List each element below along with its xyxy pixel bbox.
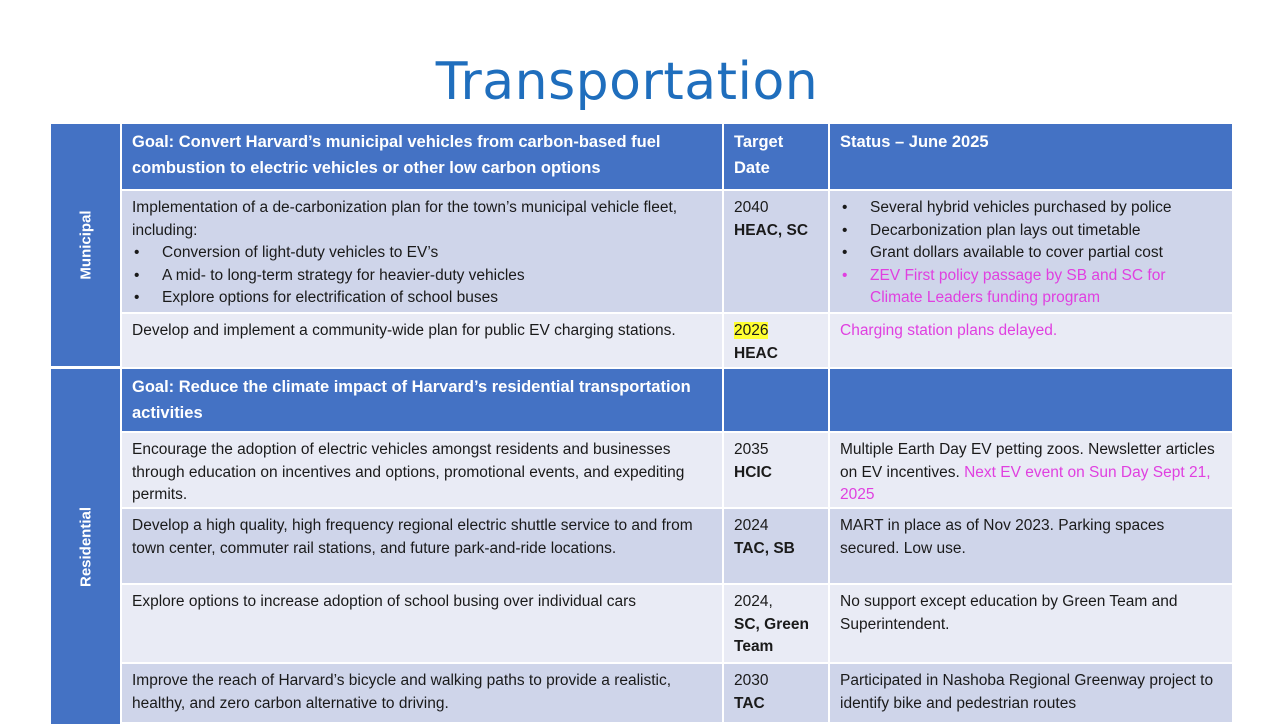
section-label-residential (51, 369, 122, 724)
target-date-header: Target Date (724, 124, 830, 191)
transportation-table (51, 124, 1232, 724)
target-owner: TAC (734, 694, 765, 712)
goal-header-municipal: Goal: Convert Harvard’s municipal vehicles from carbon-based fuel combustion to electric vehicles or other low carbon options (122, 124, 724, 191)
target-year: 2024, (734, 593, 773, 610)
table-row-status: Participated in Nashoba Regional Greenway project to identify bike and pedestrian routes (830, 664, 1232, 724)
action-intro: Implementation of a de-carbonization plan for the town’s municipal vehicle fleet, including: (132, 199, 678, 239)
table-row-action: Improve the reach of Harvard’s bicycle and walking paths to provide a realistic, healthy, and zero carbon alternative to driving. (122, 664, 724, 724)
target-date-header-empty (724, 369, 830, 433)
status-header-empty (830, 369, 1232, 433)
status-bullet-list (840, 197, 1222, 310)
action-bullet-list (132, 242, 712, 310)
list-item: • Conversion of light-duty vehicles to EV’s (132, 242, 712, 265)
table-row-status: MART in place as of Nov 2023. Parking spaces secured. Low use. (830, 509, 1232, 585)
table-row-action (122, 191, 724, 314)
residential-label: Residential (77, 506, 94, 587)
table-row-target (724, 191, 830, 314)
status-header: Status – June 2025 (830, 124, 1232, 191)
target-owner: HCIC (734, 463, 772, 481)
municipal-label: Municipal (77, 210, 94, 280)
table-row-action: Explore options to increase adoption of school busing over individual cars (122, 585, 724, 664)
target-owner: SC, Green Team (734, 615, 809, 655)
table-row-action: Develop a high quality, high frequency regional electric shuttle service to and from town center, commuter rail stations, and future park-and-ride locations. (122, 509, 724, 585)
page-title: Transportation (435, 52, 819, 112)
target-owner: HEAC (734, 344, 778, 362)
section-label-municipal (51, 124, 122, 369)
target-year-highlighted: 2026 (734, 322, 769, 339)
table-row-target (724, 664, 830, 724)
table-row-target (724, 509, 830, 585)
list-item: • Decarbonization plan lays out timetable (840, 220, 1222, 243)
table-row-action: Develop and implement a community-wide plan for public EV charging stations. (122, 314, 724, 369)
goal-header-residential: Goal: Reduce the climate impact of Harvard’s residential transportation activities (122, 369, 724, 433)
list-item: • Grant dollars available to cover partial cost (840, 242, 1222, 265)
status-text: Multiple Earth Day EV petting zoos. Newsletter articles on EV incentives. (840, 441, 1215, 481)
target-year: 2024 (734, 517, 769, 534)
list-item: • Several hybrid vehicles purchased by police (840, 197, 1222, 220)
table-row-status: Charging station plans delayed. (830, 314, 1232, 369)
table-row-target (724, 433, 830, 509)
table-row-target (724, 585, 830, 664)
table-row-status: No support except education by Green Team and Superintendent. (830, 585, 1232, 664)
list-item: • A mid- to long-term strategy for heavier-duty vehicles (132, 265, 712, 288)
target-owner: HEAC, SC (734, 221, 809, 239)
target-year: 2035 (734, 441, 769, 458)
target-owner: TAC, SB (734, 539, 795, 557)
status-text-highlight: Next EV event on Sun Day Sept 21, 2025 (840, 463, 1211, 503)
list-item: • Explore options for electrification of school buses (132, 287, 712, 310)
table-row-action: Encourage the adoption of electric vehicles amongst residents and businesses through education on incentives and options, promotional events, and expediting permits. (122, 433, 724, 509)
table-row-status (830, 433, 1232, 509)
target-year: 2040 (734, 199, 769, 216)
table-row-status (830, 191, 1232, 314)
target-year: 2030 (734, 672, 769, 689)
list-item: • ZEV First policy passage by SB and SC for Climate Leaders funding program (840, 265, 1222, 310)
table-row-target (724, 314, 830, 369)
